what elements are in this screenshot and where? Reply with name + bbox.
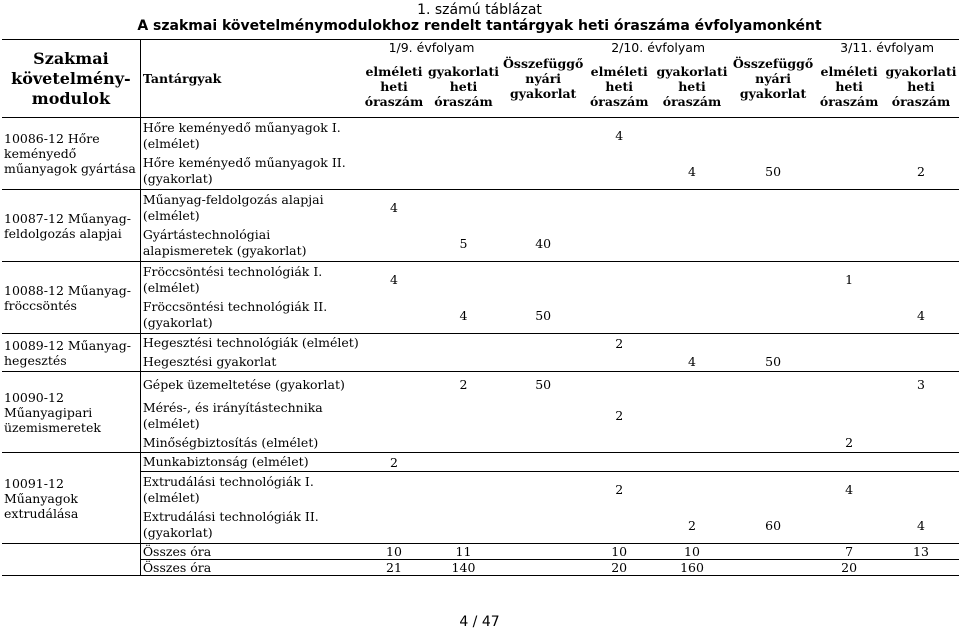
value-cell: 60: [731, 508, 815, 544]
value-cell: 50: [731, 353, 815, 372]
value-cell: [731, 118, 815, 154]
value-cell: [653, 472, 731, 508]
totals-label: Összes óra: [140, 560, 362, 576]
value-cell: 4: [615, 128, 624, 144]
value-cell: 5: [426, 226, 501, 262]
y1-practice-header: gyakorlati heti óraszám: [426, 56, 501, 118]
total-cell: 20: [815, 560, 883, 576]
value-cell: [362, 353, 426, 372]
table-row: [2, 353, 959, 372]
year1-header: 1/9. évfolyam: [362, 40, 501, 56]
table-row: [2, 334, 959, 353]
value-cell: [501, 434, 585, 453]
subject-cell: Hegesztési technológiák (elmélet): [142, 335, 359, 351]
empty-cell: [2, 544, 140, 560]
value-cell: [362, 398, 426, 434]
value-cell: [585, 298, 653, 334]
subject-cell: Fröccsöntési technológiák II. (gyakorlat): [140, 298, 362, 334]
value-cell: [883, 434, 959, 453]
value-cell: [501, 508, 585, 544]
value-cell: 2: [615, 482, 624, 498]
value-cell: [362, 226, 426, 262]
module-column-header: Szakmai követelmény-modulok: [2, 40, 140, 118]
table-row: [2, 118, 959, 154]
value-cell: [653, 434, 731, 453]
value-cell: [426, 398, 501, 434]
value-cell: [731, 453, 815, 472]
value-cell: [883, 472, 959, 508]
value-cell: [501, 453, 585, 472]
value-cell: [426, 453, 501, 472]
value-cell: [362, 154, 426, 190]
totals-row: [2, 544, 959, 560]
value-cell: [731, 262, 815, 298]
value-cell: [585, 226, 653, 262]
value-cell: [501, 118, 585, 154]
subject-cell: Gépek üzemeltetése (gyakorlat): [142, 376, 345, 392]
total-cell: 10: [362, 544, 426, 560]
value-cell: 50: [501, 298, 585, 334]
value-cell: [501, 262, 585, 298]
value-cell: [815, 334, 883, 353]
summer1-header: Összefüggő nyári gyakorlat: [501, 40, 585, 118]
value-cell: [362, 118, 426, 154]
total-cell: 10: [585, 544, 653, 560]
y1-theory-header: elméleti heti óraszám: [362, 56, 426, 118]
value-cell: 2: [653, 508, 731, 544]
document-title: 1. számú táblázat: [417, 2, 542, 18]
value-cell: 4: [390, 200, 398, 216]
value-cell: [426, 190, 501, 226]
value-cell: [883, 398, 959, 434]
value-cell: [362, 298, 426, 334]
table-row: [2, 298, 959, 334]
total-cell: 21: [362, 560, 426, 576]
value-cell: [501, 334, 585, 353]
y2-practice-header: gyakorlati heti óraszám: [653, 56, 731, 118]
module-cell: 10088-12 Műanyag-fröccsöntés: [2, 262, 140, 334]
table-row: [2, 453, 959, 472]
curriculum-table: [2, 39, 959, 576]
value-cell: 50: [731, 154, 815, 190]
value-cell: [501, 190, 585, 226]
subject-cell: Minőségbiztosítás (elmélet): [140, 434, 362, 453]
value-cell: 4: [390, 272, 398, 288]
subject-cell: Munkabiztonság (elmélet): [140, 453, 362, 472]
totals-row: [2, 560, 959, 576]
table-row: [2, 262, 959, 298]
value-cell: [501, 353, 585, 372]
value-cell: [585, 262, 653, 298]
table-row: [2, 154, 959, 190]
value-cell: [653, 398, 731, 434]
value-cell: [815, 453, 883, 472]
value-cell: 40: [501, 226, 585, 262]
subject-cell: Hőre keményedő műanyagok II. (gyakorlat): [140, 154, 362, 190]
value-cell: [815, 508, 883, 544]
value-cell: 4: [845, 482, 854, 498]
module-cell: 10090-12 Műanyagipari üzemismeretek: [2, 372, 140, 453]
value-cell: [731, 334, 815, 353]
value-cell: [362, 508, 426, 544]
year3-header: 3/11. évfolyam: [815, 40, 959, 56]
value-cell: [362, 472, 426, 508]
subject-cell: Fröccsöntési technológiák I. (elmélet): [142, 263, 323, 295]
value-cell: [815, 190, 883, 226]
value-cell: [362, 334, 426, 353]
value-cell: [585, 154, 653, 190]
value-cell: [501, 398, 585, 434]
value-cell: [731, 398, 815, 434]
page-number: 4 / 47: [459, 614, 500, 630]
value-cell: [815, 226, 883, 262]
value-cell: [731, 298, 815, 334]
value-cell: [426, 508, 501, 544]
year2-header: 2/10. évfolyam: [585, 40, 731, 56]
y2-theory-header: elméleti heti óraszám: [585, 56, 653, 118]
value-cell: 4: [426, 298, 501, 334]
value-cell: [653, 372, 731, 398]
total-cell: [731, 544, 815, 560]
value-cell: [585, 453, 653, 472]
value-cell: [585, 190, 653, 226]
value-cell: [426, 118, 501, 154]
value-cell: 4: [883, 508, 959, 544]
value-cell: [501, 154, 585, 190]
table-row: [2, 434, 959, 453]
value-cell: [815, 298, 883, 334]
module-cell: 10086-12 Hőre keményedő műanyagok gyártása: [2, 118, 140, 190]
total-cell: 160: [653, 560, 731, 576]
value-cell: [731, 472, 815, 508]
value-cell: [653, 298, 731, 334]
value-cell: [585, 434, 653, 453]
value-cell: [653, 262, 731, 298]
summer2-header: Összefüggő nyári gyakorlat: [731, 40, 815, 118]
subject-cell: Műanyag-feldolgozás alapjai (elmélet): [142, 191, 324, 223]
subject-cell: Extrudálási technológiák II. (gyakorlat): [140, 508, 362, 544]
value-cell: [815, 372, 883, 398]
module-cell: 10087-12 Műanyag-feldolgozás alapjai: [2, 190, 140, 262]
value-cell: 2: [615, 408, 624, 423]
value-cell: [815, 398, 883, 434]
value-cell: [883, 118, 959, 154]
value-cell: [883, 190, 959, 226]
subject-column-header: Tantárgyak: [140, 40, 362, 118]
value-cell: [426, 472, 501, 508]
value-cell: [883, 453, 959, 472]
value-cell: [585, 353, 653, 372]
total-cell: [883, 560, 959, 576]
total-cell: 11: [426, 544, 501, 560]
value-cell: [731, 434, 815, 453]
value-cell: [883, 262, 959, 298]
value-cell: [815, 353, 883, 372]
value-cell: [815, 118, 883, 154]
table-row: [2, 398, 959, 434]
value-cell: [883, 226, 959, 262]
table-row: [2, 190, 959, 226]
value-cell: 2: [883, 154, 959, 190]
value-cell: [426, 262, 501, 298]
value-cell: [815, 154, 883, 190]
value-cell: 2: [615, 335, 624, 351]
total-cell: 7: [815, 544, 883, 560]
value-cell: [426, 353, 501, 372]
subject-cell: Gyártástechnológiai alapismeretek (gyakorlat): [140, 226, 362, 262]
value-cell: [653, 118, 731, 154]
value-cell: [883, 353, 959, 372]
value-cell: [653, 226, 731, 262]
value-cell: [501, 472, 585, 508]
value-cell: 50: [535, 377, 552, 393]
value-cell: 2: [815, 434, 883, 453]
total-cell: 13: [883, 544, 959, 560]
module-cell: 10089-12 Műanyag-hegesztés: [2, 334, 140, 372]
subject-cell: Hőre keményedő műanyagok I.(elmélet): [142, 119, 341, 151]
totals-label: Összes óra: [140, 544, 362, 560]
value-cell: 1: [845, 272, 854, 288]
total-cell: [501, 560, 585, 576]
value-cell: 4: [653, 353, 731, 372]
total-cell: 140: [426, 560, 501, 576]
value-cell: [731, 190, 815, 226]
value-cell: 2: [362, 453, 426, 472]
total-cell: 20: [585, 560, 653, 576]
y3-theory-header: elméleti heti óraszám: [815, 56, 883, 118]
subject-cell: Hegesztési gyakorlat: [140, 353, 362, 372]
subject-cell: Extrudálási technológiák I. (elmélet): [142, 473, 314, 505]
value-cell: 3: [917, 377, 925, 393]
y3-practice-header: gyakorlati heti óraszám: [883, 56, 959, 118]
document-subtitle: A szakmai követelménymodulokhoz rendelt tantárgyak heti óraszáma évfolyamonként: [137, 18, 822, 34]
value-cell: [653, 453, 731, 472]
value-cell: [731, 372, 815, 398]
value-cell: [585, 508, 653, 544]
value-cell: [883, 334, 959, 353]
value-cell: [653, 190, 731, 226]
value-cell: [362, 434, 426, 453]
empty-cell: [2, 560, 140, 576]
total-cell: 10: [653, 544, 731, 560]
value-cell: [426, 334, 501, 353]
value-cell: [362, 372, 426, 398]
table-row: [2, 472, 959, 508]
total-cell: [731, 560, 815, 576]
subject-cell: Mérés-, és irányítástechnika (elmélet): [142, 399, 323, 431]
module-cell: 10091-12 Műanyagok extrudálása: [2, 453, 140, 544]
value-cell: [585, 372, 653, 398]
value-cell: 2: [459, 377, 468, 393]
table-row: [2, 226, 959, 262]
total-cell: [501, 544, 585, 560]
value-cell: 4: [653, 154, 731, 190]
table-row: [2, 508, 959, 544]
value-cell: [426, 154, 501, 190]
value-cell: [731, 226, 815, 262]
value-cell: [426, 434, 501, 453]
table-row: [2, 372, 959, 398]
value-cell: 4: [883, 298, 959, 334]
value-cell: [653, 334, 731, 353]
